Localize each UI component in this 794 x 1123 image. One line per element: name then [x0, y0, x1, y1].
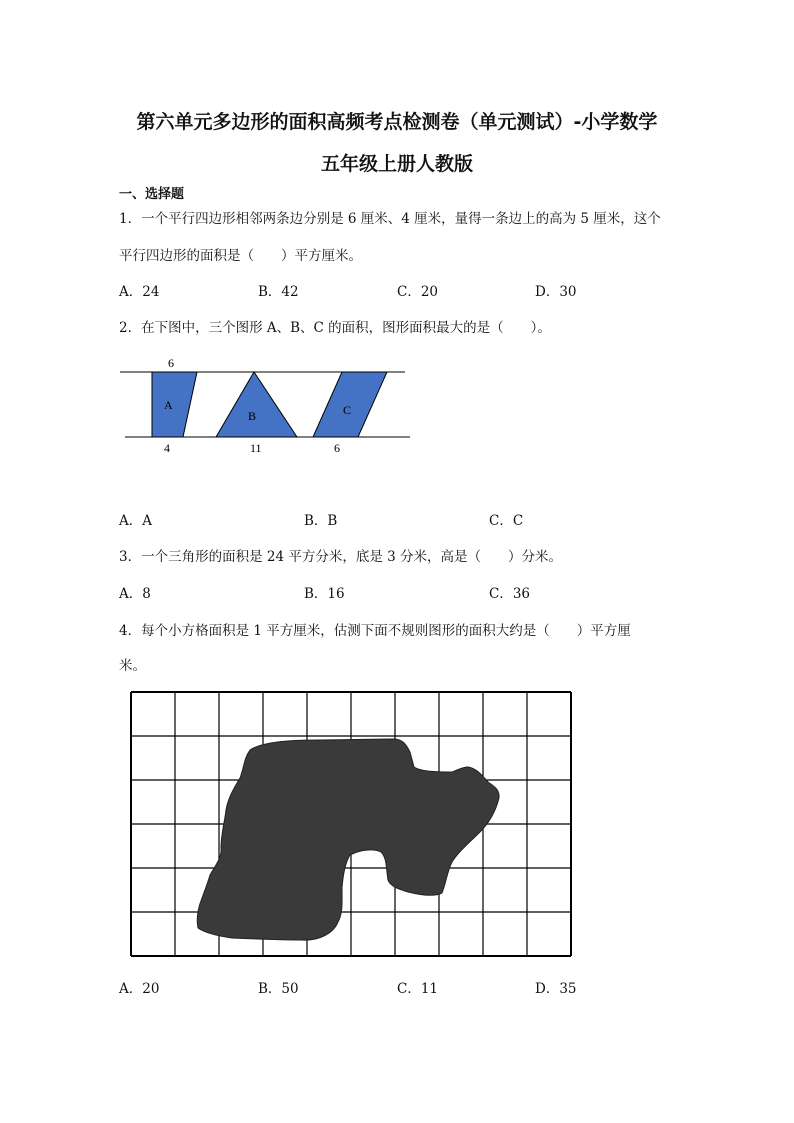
q2-top-label: 6 — [168, 356, 174, 370]
q4-irregular-shape — [197, 739, 499, 940]
q3-option-c[interactable]: C．36 — [489, 586, 531, 602]
q1-option-b[interactable]: B．42 — [258, 284, 299, 300]
q1-text-line1: 1．一个平行四边形相邻两条边分别是 6 厘米、4 厘米，量得一条边上的高为 5 厘米，这个 — [119, 211, 661, 227]
q1-option-a[interactable]: A．24 — [119, 284, 160, 300]
q2-text-line1: 2．在下图中，三个图形 A、B、C 的面积，图形面积最大的是（ ）。 — [119, 320, 551, 336]
q4-text-line1: 4．每个小方格面积是 1 平方厘米，估测下面不规则图形的面积大约是（ ）平方厘 — [119, 623, 631, 639]
q3-option-b[interactable]: B．16 — [304, 586, 345, 602]
q4-option-d[interactable]: D．35 — [535, 981, 577, 997]
q2-option-a[interactable]: A．A — [119, 513, 152, 529]
q2-label-a: A — [164, 398, 173, 412]
page-title-line2: 五年级上册人教版 — [320, 153, 473, 175]
section-heading: 一、选择题 — [119, 187, 185, 202]
q4-text-line2: 米。 — [119, 658, 146, 674]
q1-text-line2: 平行四边形的面积是（ ）平方厘米。 — [119, 248, 362, 264]
q2-label-c: C — [343, 403, 352, 417]
q4-option-a[interactable]: A．20 — [119, 981, 160, 997]
q3-option-a[interactable]: A．8 — [119, 586, 151, 602]
q1-option-d[interactable]: D．30 — [535, 284, 577, 300]
q1-option-c[interactable]: C．20 — [397, 284, 439, 300]
q3-text-line1: 3．一个三角形的面积是 24 平方分米，底是 3 分米，高是（ ）分米。 — [119, 549, 563, 565]
q2-shape-b — [216, 372, 297, 437]
q2-bottom-label-a: 4 — [164, 441, 170, 455]
q2-label-b: B — [248, 409, 257, 423]
q2-option-c[interactable]: C．C — [489, 513, 524, 529]
q2-option-b[interactable]: B．B — [304, 513, 338, 529]
q2-bottom-label-b: 11 — [250, 441, 262, 455]
q4-option-c[interactable]: C．11 — [397, 981, 439, 997]
q2-bottom-label-c: 6 — [334, 441, 340, 455]
q2-shape-a — [152, 372, 197, 437]
q4-option-b[interactable]: B．50 — [258, 981, 299, 997]
page-title-line1: 第六单元多边形的面积高频考点检测卷（单元测试）-小学数学 — [136, 111, 658, 133]
